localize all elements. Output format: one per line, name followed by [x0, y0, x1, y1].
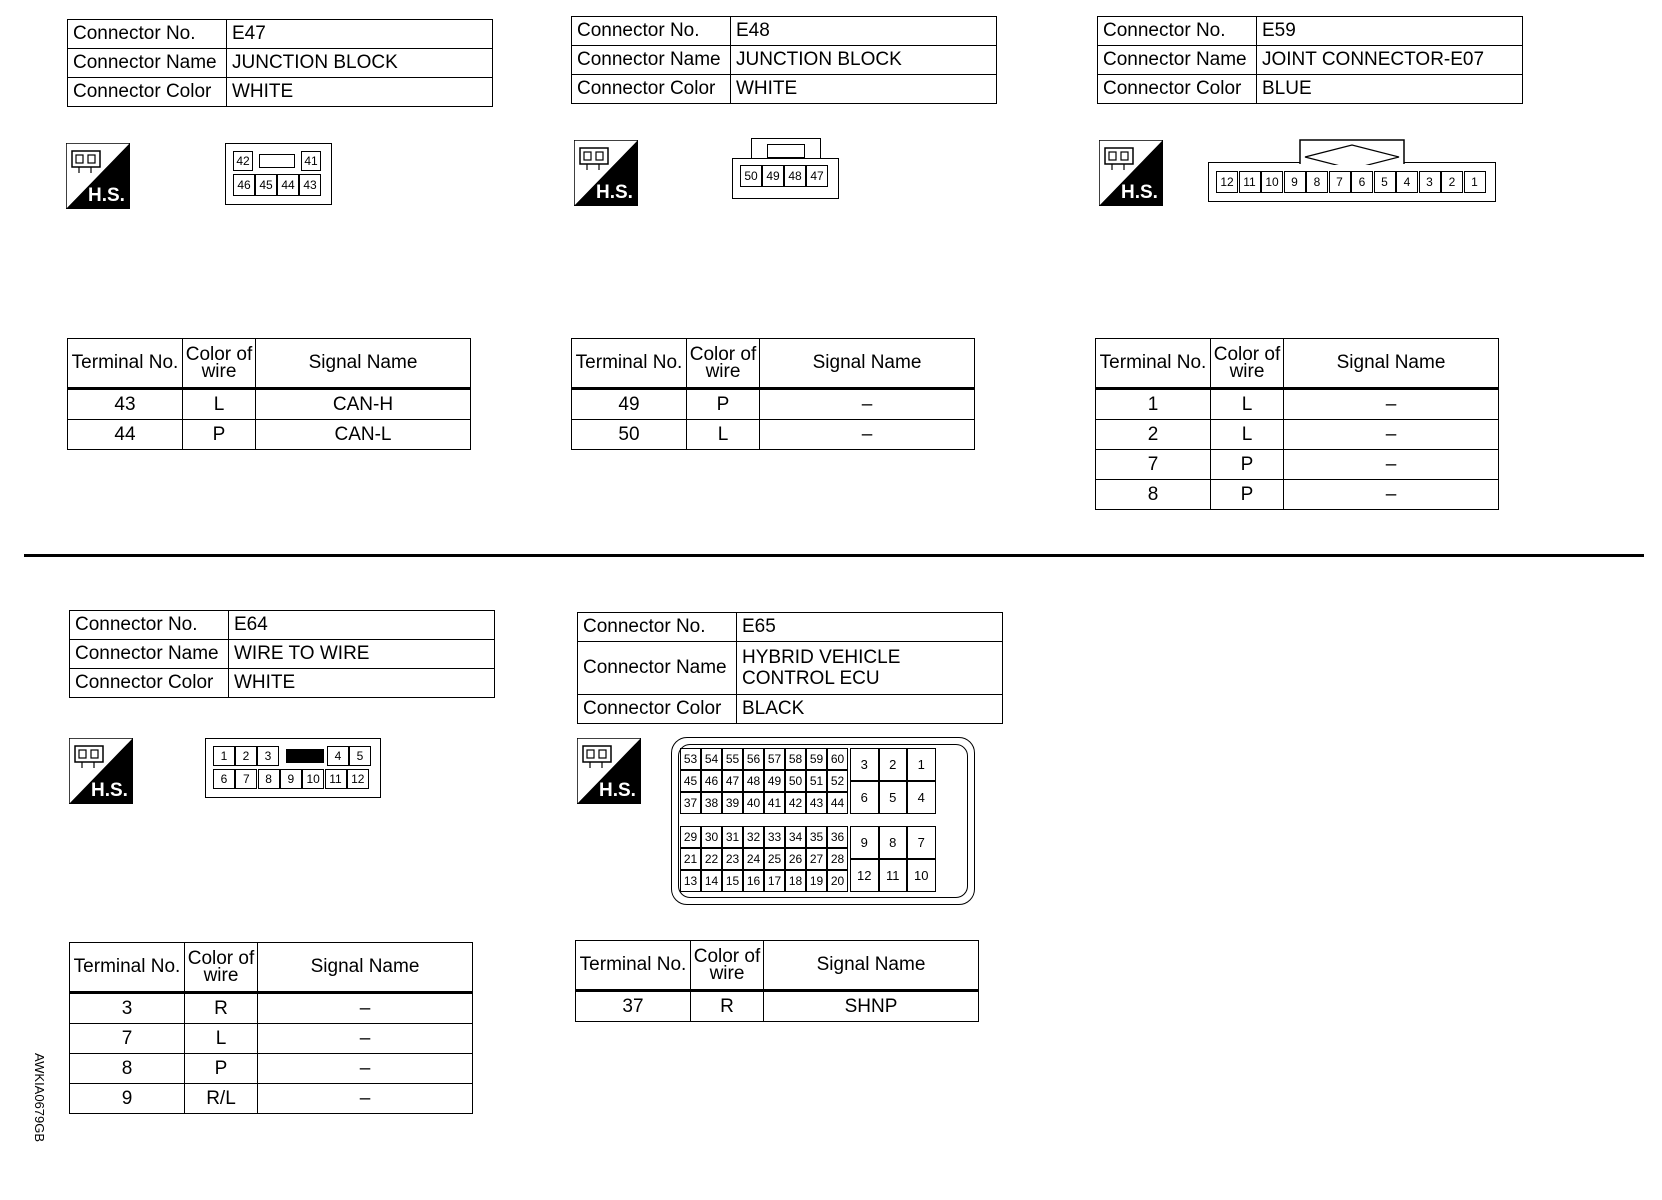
- key-slot: [767, 144, 805, 158]
- section-divider: [24, 554, 1644, 557]
- pin: 6: [850, 781, 879, 814]
- hs-label: H.S.: [596, 182, 633, 203]
- value-connector-color: WHITE: [229, 669, 495, 698]
- header-color-of-wire: Color of wire: [1211, 339, 1284, 389]
- table-row: 8 P –: [70, 1054, 473, 1084]
- hs-label: H.S.: [91, 780, 128, 801]
- pin: 25: [764, 848, 785, 870]
- value-connector-no: E64: [229, 611, 495, 640]
- pin: 53: [680, 748, 701, 770]
- connector-face-e48: [732, 158, 839, 199]
- pin: 28: [827, 848, 848, 870]
- harness-side-icon: [1099, 140, 1163, 206]
- label-connector-name: Connector Name: [578, 642, 737, 695]
- pin: 9: [280, 769, 302, 789]
- table-row: 43 L CAN-H: [68, 389, 471, 420]
- pin: 32: [743, 826, 764, 848]
- pin: 44: [277, 174, 299, 196]
- header-terminal-no: Terminal No.: [576, 941, 691, 991]
- pin: 13: [680, 870, 701, 892]
- pin: 22: [701, 848, 722, 870]
- table-row: 8 P –: [1096, 480, 1499, 510]
- pin: 23: [722, 848, 743, 870]
- pin: 3: [850, 748, 879, 781]
- pin: 15: [722, 870, 743, 892]
- table-row: 50 L –: [572, 420, 975, 450]
- pin: 24: [743, 848, 764, 870]
- pin: 36: [827, 826, 848, 848]
- pin: 2: [1441, 171, 1463, 193]
- pin: 2: [879, 748, 908, 781]
- pin: 7: [1329, 171, 1351, 193]
- hs-label: H.S.: [1121, 182, 1158, 203]
- label-connector-no: Connector No.: [572, 17, 731, 46]
- table-row: 37 R SHNP: [576, 991, 979, 1022]
- pin: 1: [907, 748, 936, 781]
- value-connector-color: WHITE: [731, 75, 997, 104]
- pin: 3: [1419, 171, 1441, 193]
- header-color-of-wire: Color of wire: [185, 943, 258, 993]
- value-connector-no: E47: [227, 20, 493, 49]
- label-connector-no: Connector No.: [70, 611, 229, 640]
- pin: 42: [785, 792, 806, 814]
- pin: 39: [722, 792, 743, 814]
- header-signal-name: Signal Name: [258, 943, 473, 993]
- pin: 9: [1284, 171, 1306, 193]
- terminal-table-e48: [571, 338, 975, 450]
- pin: 47: [806, 165, 828, 187]
- pin: 49: [764, 770, 785, 792]
- pin: 37: [680, 792, 701, 814]
- pin: 14: [701, 870, 722, 892]
- terminal-table-e47: [67, 338, 471, 450]
- label-connector-name: Connector Name: [70, 640, 229, 669]
- pin: 10: [1261, 171, 1283, 193]
- pin: 16: [743, 870, 764, 892]
- pin: 12: [1216, 171, 1238, 193]
- pin: 44: [827, 792, 848, 814]
- harness-side-icon: [66, 143, 130, 209]
- pin: 38: [701, 792, 722, 814]
- pin: 26: [785, 848, 806, 870]
- value-connector-no: E59: [1257, 17, 1523, 46]
- harness-side-icon: [574, 140, 638, 206]
- pin: 9: [850, 826, 879, 859]
- pin: 45: [255, 174, 277, 196]
- pin: 4: [1396, 171, 1418, 193]
- pin: 17: [764, 870, 785, 892]
- pin: 6: [213, 769, 235, 789]
- pin: 21: [680, 848, 701, 870]
- pin: 52: [827, 770, 848, 792]
- hs-label: H.S.: [599, 780, 636, 801]
- pin: 7: [235, 769, 257, 789]
- pin: 5: [349, 746, 371, 766]
- label-connector-name: Connector Name: [572, 46, 731, 75]
- pin: 7: [907, 826, 936, 859]
- connector-info-e48: [571, 16, 997, 104]
- pin: 54: [701, 748, 722, 770]
- table-row: 44 P CAN-L: [68, 420, 471, 450]
- pin: 56: [743, 748, 764, 770]
- header-color-of-wire: Color of wire: [183, 339, 256, 389]
- terminal-table-e59: [1095, 338, 1499, 510]
- header-signal-name: Signal Name: [764, 941, 979, 991]
- value-connector-name: JOINT CONNECTOR-E07: [1257, 46, 1523, 75]
- pin: 40: [743, 792, 764, 814]
- pin: 12: [850, 859, 879, 892]
- pin: 5: [1374, 171, 1396, 193]
- pin: 47: [722, 770, 743, 792]
- label-connector-color: Connector Color: [68, 78, 227, 107]
- pin: 34: [785, 826, 806, 848]
- pin: 41: [301, 151, 321, 171]
- label-connector-color: Connector Color: [70, 669, 229, 698]
- pin: 1: [1464, 171, 1486, 193]
- pin: 41: [764, 792, 785, 814]
- header-signal-name: Signal Name: [1284, 339, 1499, 389]
- connector-face-e59: [1208, 162, 1496, 202]
- harness-side-icon: [577, 738, 641, 804]
- header-color-of-wire: Color of wire: [687, 339, 760, 389]
- pin: 1: [213, 746, 235, 766]
- pin: 18: [785, 870, 806, 892]
- header-signal-name: Signal Name: [256, 339, 471, 389]
- pin: 35: [806, 826, 827, 848]
- connector-face-e64: [205, 738, 381, 798]
- value-connector-name: WIRE TO WIRE: [229, 640, 495, 669]
- value-connector-name: JUNCTION BLOCK: [731, 46, 997, 75]
- connector-face-e47: [225, 143, 332, 205]
- header-signal-name: Signal Name: [760, 339, 975, 389]
- pin: 11: [879, 859, 908, 892]
- pin: 19: [806, 870, 827, 892]
- label-connector-name: Connector Name: [68, 49, 227, 78]
- terminal-table-e65: [575, 940, 979, 1022]
- table-row: 7 L –: [70, 1024, 473, 1054]
- pin: 55: [722, 748, 743, 770]
- pin: 33: [764, 826, 785, 848]
- pin: 49: [762, 165, 784, 187]
- key-slot: [259, 154, 295, 168]
- value-connector-color: BLACK: [737, 695, 1003, 724]
- harness-side-icon: [69, 738, 133, 804]
- pin: 10: [302, 769, 324, 789]
- connector-face-e65: [671, 737, 975, 905]
- value-connector-color: BLUE: [1257, 75, 1523, 104]
- value-connector-name: HYBRID VEHICLE CONTROL ECU: [737, 642, 1003, 695]
- table-row: 7 P –: [1096, 450, 1499, 480]
- pin: 45: [680, 770, 701, 792]
- table-row: 9 R/L –: [70, 1084, 473, 1114]
- pin: 43: [806, 792, 827, 814]
- pin: 27: [806, 848, 827, 870]
- pin: 4: [327, 746, 349, 766]
- connector-info-e47: [67, 19, 493, 107]
- label-connector-color: Connector Color: [572, 75, 731, 104]
- table-row: 2 L –: [1096, 420, 1499, 450]
- blanked-cavity: [286, 749, 324, 763]
- header-color-of-wire: Color of wire: [691, 941, 764, 991]
- pin: 20: [827, 870, 848, 892]
- connector-info-e59: [1097, 16, 1523, 104]
- pin: 10: [907, 859, 936, 892]
- header-terminal-no: Terminal No.: [68, 339, 183, 389]
- connector-latch: [1299, 139, 1405, 165]
- value-connector-name: JUNCTION BLOCK: [227, 49, 493, 78]
- pin: 8: [258, 769, 280, 789]
- label-connector-color: Connector Color: [578, 695, 737, 724]
- pin: 5: [879, 781, 908, 814]
- label-connector-color: Connector Color: [1098, 75, 1257, 104]
- header-terminal-no: Terminal No.: [1096, 339, 1211, 389]
- pin: 2: [235, 746, 257, 766]
- pin: 31: [722, 826, 743, 848]
- table-row: 3 R –: [70, 993, 473, 1024]
- label-connector-no: Connector No.: [1098, 17, 1257, 46]
- header-terminal-no: Terminal No.: [70, 943, 185, 993]
- pin: 30: [701, 826, 722, 848]
- figure-id: AWKIA0679GB: [32, 1052, 48, 1143]
- pin: 58: [785, 748, 806, 770]
- pin: 50: [740, 165, 762, 187]
- pin: 8: [879, 826, 908, 859]
- pin: 6: [1351, 171, 1373, 193]
- terminal-table-e64: [69, 942, 473, 1114]
- table-row: 49 P –: [572, 389, 975, 420]
- value-connector-color: WHITE: [227, 78, 493, 107]
- table-row: 1 L –: [1096, 389, 1499, 420]
- pin: 50: [785, 770, 806, 792]
- pin: 11: [1239, 171, 1261, 193]
- pin: 48: [743, 770, 764, 792]
- pin: 46: [233, 174, 255, 196]
- pin: 57: [764, 748, 785, 770]
- pin: 48: [784, 165, 806, 187]
- pin: 46: [701, 770, 722, 792]
- value-connector-no: E65: [737, 613, 1003, 642]
- pin: 59: [806, 748, 827, 770]
- pin: 8: [1306, 171, 1328, 193]
- value-connector-no: E48: [731, 17, 997, 46]
- pin: 43: [299, 174, 321, 196]
- connector-info-e64: [69, 610, 495, 698]
- label-connector-name: Connector Name: [1098, 46, 1257, 75]
- connector-info-e65: [577, 612, 1003, 724]
- pin: 51: [806, 770, 827, 792]
- pin: 29: [680, 826, 701, 848]
- label-connector-no: Connector No.: [68, 20, 227, 49]
- pin: 12: [347, 769, 369, 789]
- label-connector-no: Connector No.: [578, 613, 737, 642]
- pin: 60: [827, 748, 848, 770]
- pin: 42: [233, 151, 253, 171]
- hs-label: H.S.: [88, 185, 125, 206]
- pin: 11: [325, 769, 347, 789]
- header-terminal-no: Terminal No.: [572, 339, 687, 389]
- pin: 4: [907, 781, 936, 814]
- pin: 3: [257, 746, 279, 766]
